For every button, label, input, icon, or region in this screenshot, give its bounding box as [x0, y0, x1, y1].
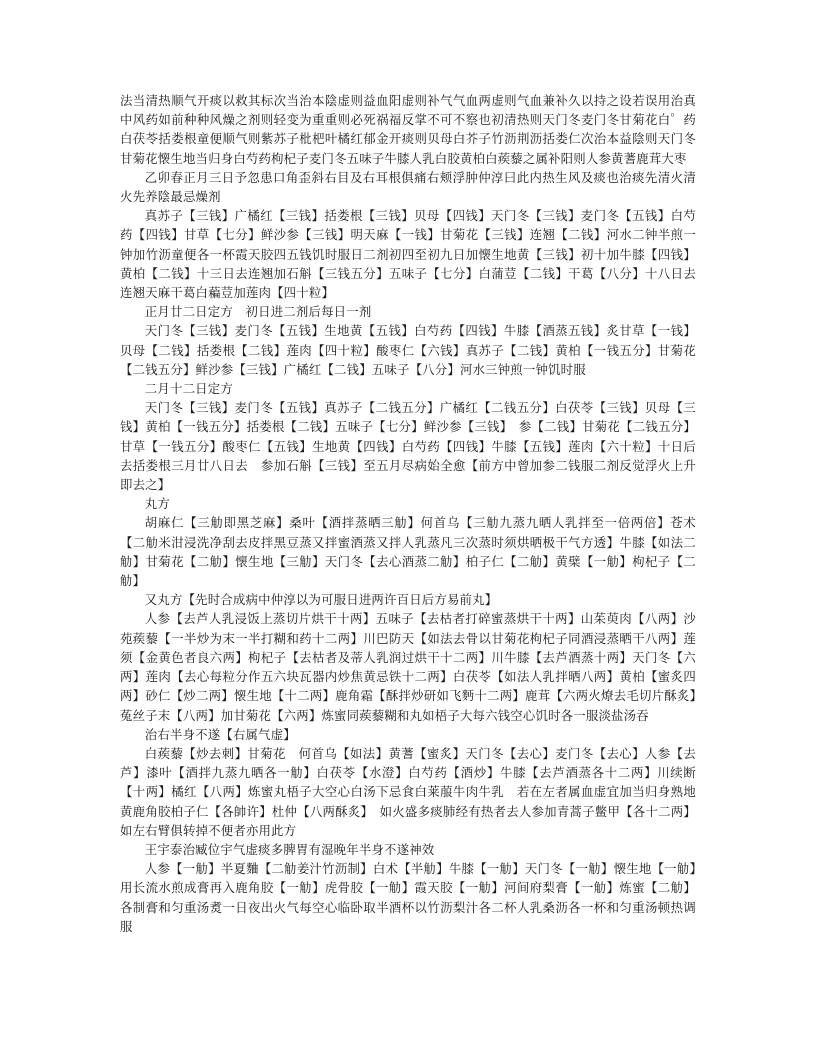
document-page	[120, 91, 696, 936]
paragraph: 天门冬【三钱】麦门冬【五钱】真苏子【二钱五分】广橘红【二钱五分】白茯苓【三钱】贝母【三钱】黄柏【一钱五分】括娄根【二钱】五味子【七分】鲜沙参【三钱】 参【二钱】甘菊花【二钱五分】甘草【一钱五分】酸枣仁【五钱】生地黄【四钱】白芍药【四钱】牛膝【五钱】莲肉【六十粒】十日后去括娄根三月廿八日去 参加石斛【三钱】至五月尽病始全愈【前方中曾加参二钱服二剂反觉浮火上升即去之】	[120, 400, 696, 493]
section-heading: 正月廿二日定方 初日进二剂后每日一剂	[144, 304, 372, 320]
paragraph: 真苏子【三钱】广橘红【三钱】括娄根【三钱】贝母【四钱】天门冬【三钱】麦门冬【五钱】白芍药【四钱】甘草【七分】鲜沙参【三钱】明天麻【一钱】甘菊花【三钱】连翘【二钱】河水二钟半煎一钟加竹沥童便各一杯霞天胶四五钱饥时服日二剂初四至初九日加懐生地黄【三钱】初十加牛膝【四钱】黄柏【二钱】十三日去连翘加石斛【三钱五分】五味子【七分】白蒲荳【二钱】干葛【八分】十八日去连翘天麻干葛白藊荳加莲肉【四十粒】	[120, 208, 696, 301]
section-heading: 又丸方【先时合成病中仲淳以为可服日进两许百日后方易前丸】	[144, 592, 498, 608]
paragraph: 天门冬【三钱】麦门冬【五钱】生地黄【五钱】白芍药【四钱】牛膝【酒蒸五钱】炙甘草【一钱】贝母【二钱】括娄根【二钱】莲肉【四十粒】酸枣仁【六钱】真苏子【二钱】黄柏【一钱五分】甘菊花【二钱五分】鲜沙参【三钱】广橘红【二钱】五味子【八分】河水三钟煎一钟饥时服	[120, 323, 696, 377]
section-heading: 丸方	[144, 496, 170, 512]
paragraph: 乙卯春正月三日予忽患口角歪斜右目及右耳根俱痛右颊浮肿仲淳曰此内热生风及痰也治痰先清火清火先养陰最忌燥剂	[120, 169, 696, 205]
paragraph: 胡麻仁【三觔即黑芝麻】桑叶【酒拌蒸晒三觔】何首乌【三觔九蒸九晒人乳拌至一倍两倍】苍术【二觔米泔浸洗净刮去皮拌黑豆蒸又拌蜜酒蒸又拌人乳蒸凡三次蒸时须烘晒极干气方透】牛膝【如法二觔】甘菊花【二觔】懐生地【三觔】天门冬【去心酒蒸二觔】柏子仁【二觔】黄檗【一觔】枸杞子【二觔】	[120, 515, 696, 589]
section-heading: 治右半身不遂【右属气虚】	[144, 726, 296, 742]
section-heading: 二月十二日定方	[144, 381, 233, 397]
paragraph: 法当清热顺气开痰以救其标次当治本陰虚则益血阳虚则补气气血两虚则气血兼补久以持之设若误用治真中风药如前种种风燥之剂则轻变为重重则必死祸福反掌不可不察也初清热则天门冬麦门冬甘菊花白゜药白茯苓括娄根童便顺气则紫苏子枇杷叶橘红郁金开痰则贝母白芥子竹沥荆沥括娄仁次治本益陰则天门冬甘菊花懐生地当归身白芍药枸杞子麦门冬五味子牛膝人乳白胶黄柏白蒺藜之属补阳则人参黄蓍鹿茸大枣	[120, 93, 696, 166]
paragraph: 人参【去芦人乳浸饭上蒸切片烘干十两】五味子【去枯者打碎蜜蒸烘干十两】山茱萸肉【八两】沙苑蒺藜【一半炒为末一半打糊和药十二两】川巴防天【如法去骨以甘菊花枸杞子同酒浸蒸晒干八两】莲须【金黄色者良六两】枸杞子【去枯者及蒂人乳润过烘干十二两】川牛膝【去芦酒蒸十两】天门冬【六两】莲肉【去心每粒分作五六块瓦器内炒焦黄忌铁十二两】白茯苓【如法人乳拌晒八两】黄柏【蜜炙四两】砂仁【炒二两】懐生地【十二两】鹿角霜【酥拌炒研如飞麪十二两】鹿茸【六两火燎去毛切片酥炙】菟丝子末【八两】加甘菊花【六两】炼蜜同蒺藜糊和丸如梧子大每六钱空心饥时各一服淡盐汤吞	[120, 611, 696, 723]
paragraph: 白蒺藜【炒去刺】甘菊花 何首乌【如法】黄蓍【蜜炙】天门冬【去心】麦门冬【去心】人参【去芦】漆叶【酒拌九蒸九晒各一觔】白茯苓【水澄】白芍药【酒炒】牛膝【去芦酒蒸各十二两】川续断【十两】橘红【八两】炼蜜丸梧子大空心白汤下忌食白莱菔牛肉牛乳 若在左者属血虚宜加当归身熟地黄鹿角胶柏子仁【各帥许】杜仲【八两酥炙】 如火盛多痰肺经有热者去人参加青蒿子鳖甲【各十二两】如左右臂俱转掉不便者亦用此方	[120, 745, 696, 838]
paragraph: 人参【一觔】半夏麯【二觔姜汁竹沥制】白术【半觔】牛膝【一觔】天门冬【一觔】懐生地【一觔】用长流水煎成膏再入鹿角胶【一觔】虎骨胶【一觔】霞天胶【一觔】河间府梨膏【一觔】炼蜜【二觔】各制膏和匀重汤煑一日夜出火气每空心临卧取半酒杯以竹沥梨汁各二杯人乳桑沥各一杯和匀重汤顿热调服	[120, 861, 696, 934]
section-heading: 王宇泰治臧位宇气虚痰多脾胃有湿晚年半身不遂神效	[144, 841, 435, 857]
